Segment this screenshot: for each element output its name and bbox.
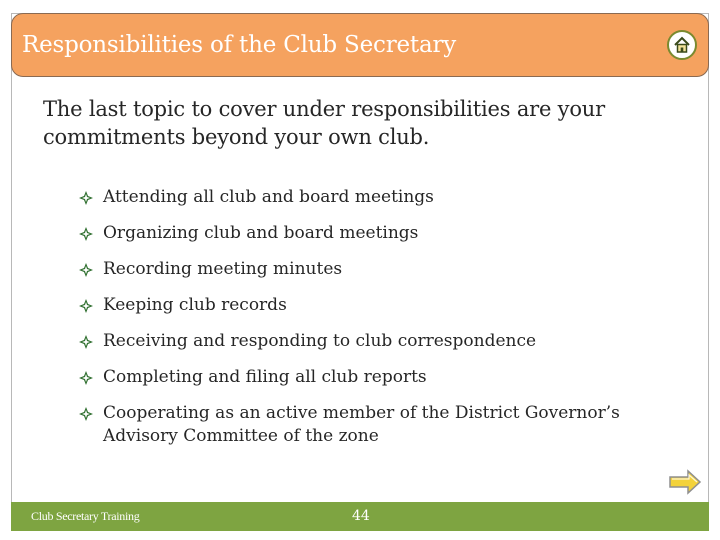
list-item	[79, 330, 639, 353]
diamond-bullet-icon	[79, 227, 93, 241]
footer-label: Club Secretary Training	[31, 509, 140, 523]
list-item	[79, 366, 639, 389]
list-item-text: Organizing club and board meetings	[103, 223, 419, 243]
page-number: 44	[352, 508, 370, 524]
list-item-text: Receiving and responding to club correspondence	[103, 331, 537, 351]
next-slide-button[interactable]	[668, 469, 702, 495]
list-item-text: Completing and filing all club reports	[103, 367, 427, 387]
diamond-bullet-icon	[79, 191, 93, 205]
list-item	[79, 258, 639, 281]
diamond-bullet-icon	[79, 335, 93, 349]
list-item-text: Keeping club records	[103, 295, 287, 315]
diamond-bullet-icon	[79, 371, 93, 385]
list-item-text: Cooperating as an active member of the District Governor’s Advisory Committee of the zone	[103, 403, 620, 446]
diamond-bullet-icon	[79, 407, 93, 421]
page-title: Responsibilities of the Club Secretary	[22, 32, 457, 58]
title-bar	[11, 13, 709, 77]
list-item	[79, 222, 639, 245]
list-item-text: Recording meeting minutes	[103, 259, 343, 279]
diamond-bullet-icon	[79, 299, 93, 313]
footer-bar	[11, 502, 709, 531]
list-item	[79, 402, 639, 448]
next-arrow-icon	[668, 469, 702, 495]
list-item-text: Attending all club and board meetings	[103, 187, 434, 207]
home-icon	[672, 35, 692, 55]
list-item	[79, 294, 639, 317]
diamond-bullet-icon	[79, 263, 93, 277]
list-item	[79, 186, 639, 209]
home-button[interactable]	[667, 30, 697, 60]
responsibility-list	[79, 186, 639, 461]
intro-text: The last topic to cover under responsibilities are your commitments beyond your own club.	[43, 97, 605, 149]
